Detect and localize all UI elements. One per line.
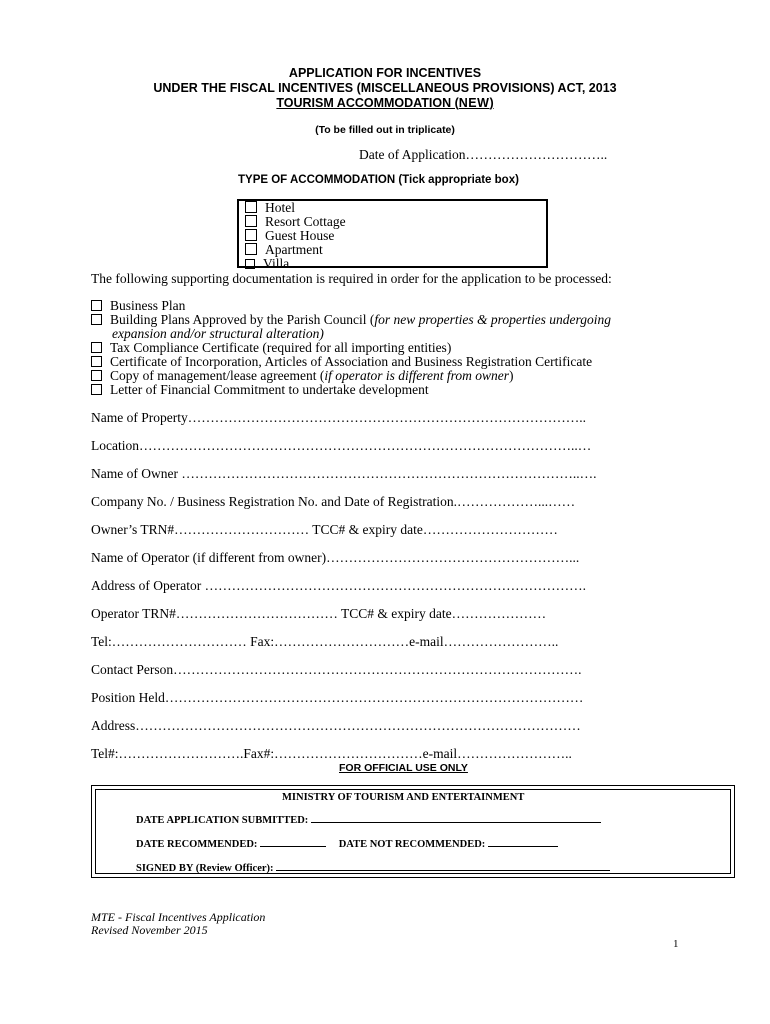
checkbox-icon[interactable] (245, 229, 257, 241)
date-not-recommended-label: DATE NOT RECOMMENDED: (338, 839, 486, 850)
field-position-held[interactable]: Position Held………………………………………………………………………………… (91, 690, 584, 705)
doc-label: Tax Compliance Certificate (required for all importing entities) (110, 340, 452, 355)
doc-label: Certificate of Incorporation, Articles of Association and Business Registration Certificate (110, 354, 593, 369)
checkbox-icon[interactable] (245, 201, 257, 213)
doc-building-plans-continuation: expansion and/or structural alteration) (112, 326, 324, 341)
footer-revision: Revised November 2015 (91, 923, 208, 937)
doc-financial-commitment[interactable] (91, 382, 429, 398)
checkbox-icon[interactable] (91, 300, 102, 311)
doc-label-italic: if operator is different from owner (324, 368, 510, 383)
doc-label: Letter of Financial Commitment to undertake development (110, 382, 429, 397)
checkbox-icon[interactable] (91, 314, 102, 325)
triplicate-note: (To be filled out in triplicate) (315, 124, 455, 136)
checkbox-icon[interactable] (245, 243, 257, 255)
page-number: 1 (673, 938, 679, 950)
checkbox-icon[interactable] (91, 384, 102, 395)
field-contact-tel-fax-email[interactable]: Tel#:……………………….Fax#:……………………………e-mail…………………….. (91, 746, 572, 761)
date-of-application[interactable]: Date of Application………………………….. (359, 147, 608, 162)
option-villa[interactable] (245, 256, 289, 272)
field-name-of-operator[interactable]: Name of Operator (if different from owner)………………………………………………... (91, 550, 580, 565)
option-label: Resort Cottage (265, 214, 346, 229)
checkbox-icon[interactable] (245, 259, 255, 269)
field-operator-trn-tcc[interactable]: Operator TRN#……………………………… TCC# & expiry date………………… (91, 606, 547, 621)
supporting-intro: The following supporting documentation is required in order for the application to be processed: (91, 271, 612, 286)
checkbox-icon[interactable] (91, 342, 102, 353)
ministry-heading: MINISTRY OF TOURISM AND ENTERTAINMENT (282, 792, 525, 803)
date-submitted-row (136, 815, 601, 826)
title-new-label: NEW (458, 96, 490, 110)
signed-by-blank[interactable] (276, 869, 610, 871)
date-submitted-blank[interactable] (311, 821, 601, 823)
official-use-heading: FOR OFFICIAL USE ONLY (339, 762, 468, 774)
date-recommended-blank[interactable] (260, 845, 326, 847)
doc-label: Business Plan (110, 298, 186, 313)
doc-label: Copy of management/lease agreement ( (110, 368, 325, 383)
checkbox-icon[interactable] (91, 356, 102, 367)
doc-label-close: ) (509, 368, 514, 383)
option-label: Guest House (265, 228, 335, 243)
option-label: Hotel (265, 200, 295, 215)
option-label: Apartment (265, 242, 323, 257)
date-recommended-label: DATE RECOMMENDED: (136, 839, 258, 850)
date-not-recommended-blank[interactable] (488, 845, 558, 847)
date-submitted-label: DATE APPLICATION SUBMITTED: (136, 815, 309, 826)
title-line-3-suffix: ) (489, 96, 494, 110)
field-contact-person[interactable]: Contact Person………………………………………………………………………………. (91, 662, 582, 677)
field-owner-trn-tcc[interactable]: Owner’s TRN#………………………… TCC# & expiry date………………………… (91, 522, 558, 537)
checkbox-icon[interactable] (245, 215, 257, 227)
title-line-2: UNDER THE FISCAL INCENTIVES (MISCELLANEOUS PROVISIONS) ACT, 2013 (153, 81, 617, 95)
title-line-3-prefix: TOURISM ACCOMMODATION ( (276, 96, 459, 110)
doc-label-italic: for new properties & properties undergoing (374, 312, 611, 327)
field-address[interactable]: Address……………………………………………………………………………………… (91, 718, 581, 733)
title-line-3 (0, 96, 770, 110)
field-address-of-operator[interactable]: Address of Operator …………………………………………………………………………. (91, 578, 586, 593)
accommodation-heading: TYPE OF ACCOMMODATION (Tick appropriate box) (238, 174, 519, 186)
date-recommended-row (136, 839, 558, 850)
field-location[interactable]: Location……………………………………………………………………………………..… (91, 438, 592, 453)
title-line-1: APPLICATION FOR INCENTIVES (288, 66, 482, 80)
option-label: Villa (263, 256, 290, 271)
field-company-registration[interactable]: Company No. / Business Registration No. and Date of Registration.………………...…… (91, 494, 576, 509)
signed-by-label: SIGNED BY (Review Officer): (136, 863, 274, 874)
footer-form-name: MTE - Fiscal Incentives Application (91, 910, 266, 924)
checkbox-icon[interactable] (91, 370, 102, 381)
field-tel-fax-email[interactable]: Tel:………………………… Fax:…………………………e-mail…………………….. (91, 634, 559, 649)
field-name-of-property[interactable]: Name of Property…………………………………………………………………………….. (91, 410, 586, 425)
field-name-of-owner[interactable]: Name of Owner ……………………………………………………………………………..…. (91, 466, 597, 481)
doc-label: Building Plans Approved by the Parish Council ( (110, 312, 375, 327)
signed-by-row (136, 863, 610, 874)
